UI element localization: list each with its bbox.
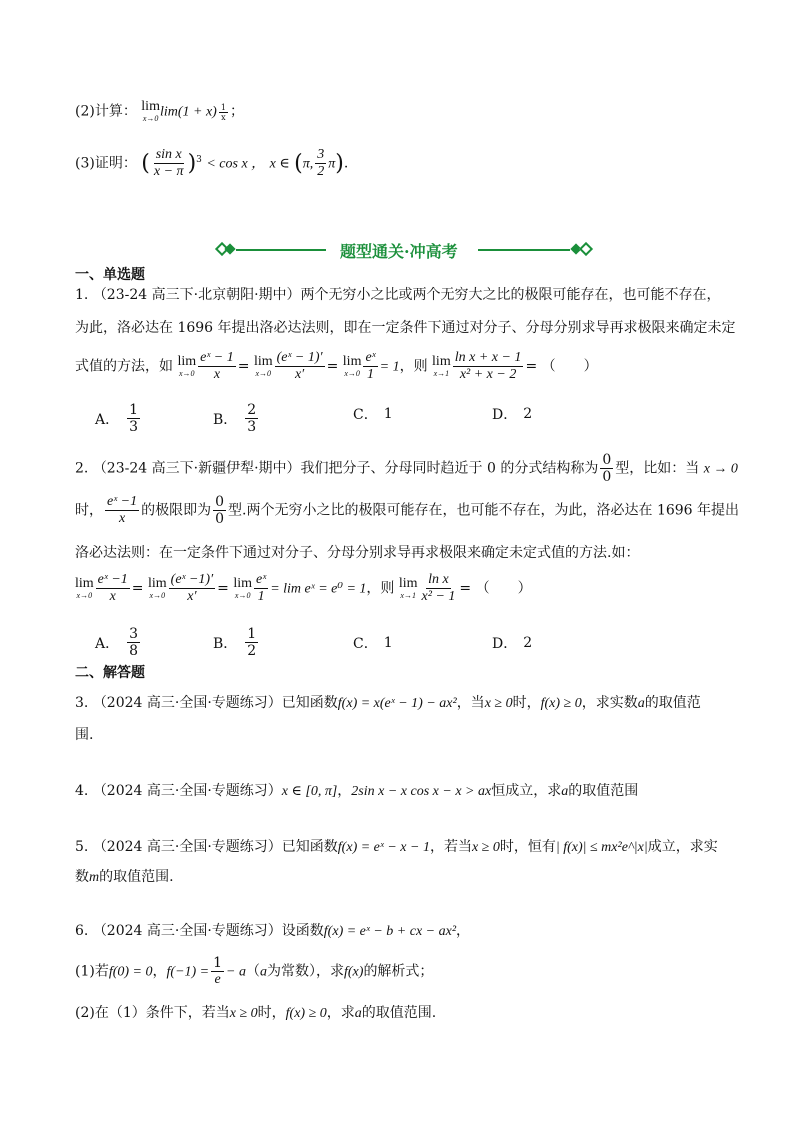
relation: < cos x ，	[206, 156, 266, 172]
section-heading-solve: 二、解答题	[75, 665, 145, 681]
section-heading-single: 一、单选题	[75, 267, 145, 283]
sin-fraction: $\frac{\text{sin x}}{x - \pi}$	[153, 147, 184, 180]
three-halves: $\frac{3}{2}$	[317, 147, 325, 180]
option-d[interactable]: D． 2	[492, 635, 533, 652]
part-label: (3)证明：	[75, 155, 137, 172]
limit-expr: lim x→0	[141, 99, 160, 123]
banner-title: 题型通关·冲高考	[340, 242, 458, 261]
intro-part-2: (2)计算： lim x→0 lim(1 + x) $\frac{1}{x}$ ；	[75, 99, 244, 123]
intro-part-3: (3)证明： ( $\frac{\text{sin x}}{x - \pi}$ )$^3$ < cos x ， x ∈ (π, $\frac{3}{2}$ π).	[75, 147, 349, 180]
option-c[interactable]: C． 1	[353, 635, 393, 652]
question-4: 4. （2024 高三·全国·专题练习）x ∈ [0, π]，2sin x − x cos x − x > ax恒成立，求a的取值范围	[75, 783, 639, 799]
limit-body: lim(1 + x)	[159, 104, 217, 120]
part-label: (2)计算：	[75, 103, 137, 120]
option-d[interactable]: D． 2	[492, 406, 533, 423]
option-a[interactable]: A． $\frac{1}{3}$	[95, 402, 139, 436]
exponent-fraction: $\frac{1}{x}$	[220, 102, 226, 123]
option-b[interactable]: B． $\frac{1}{2}$	[213, 626, 257, 660]
right-diamond-icon	[579, 242, 593, 256]
option-c[interactable]: C． 1	[353, 406, 393, 423]
domain: x ∈	[269, 156, 290, 172]
option-a[interactable]: A． $\frac{3}{8}$	[95, 626, 139, 660]
option-b[interactable]: B． $\frac{2}{3}$	[213, 402, 257, 436]
